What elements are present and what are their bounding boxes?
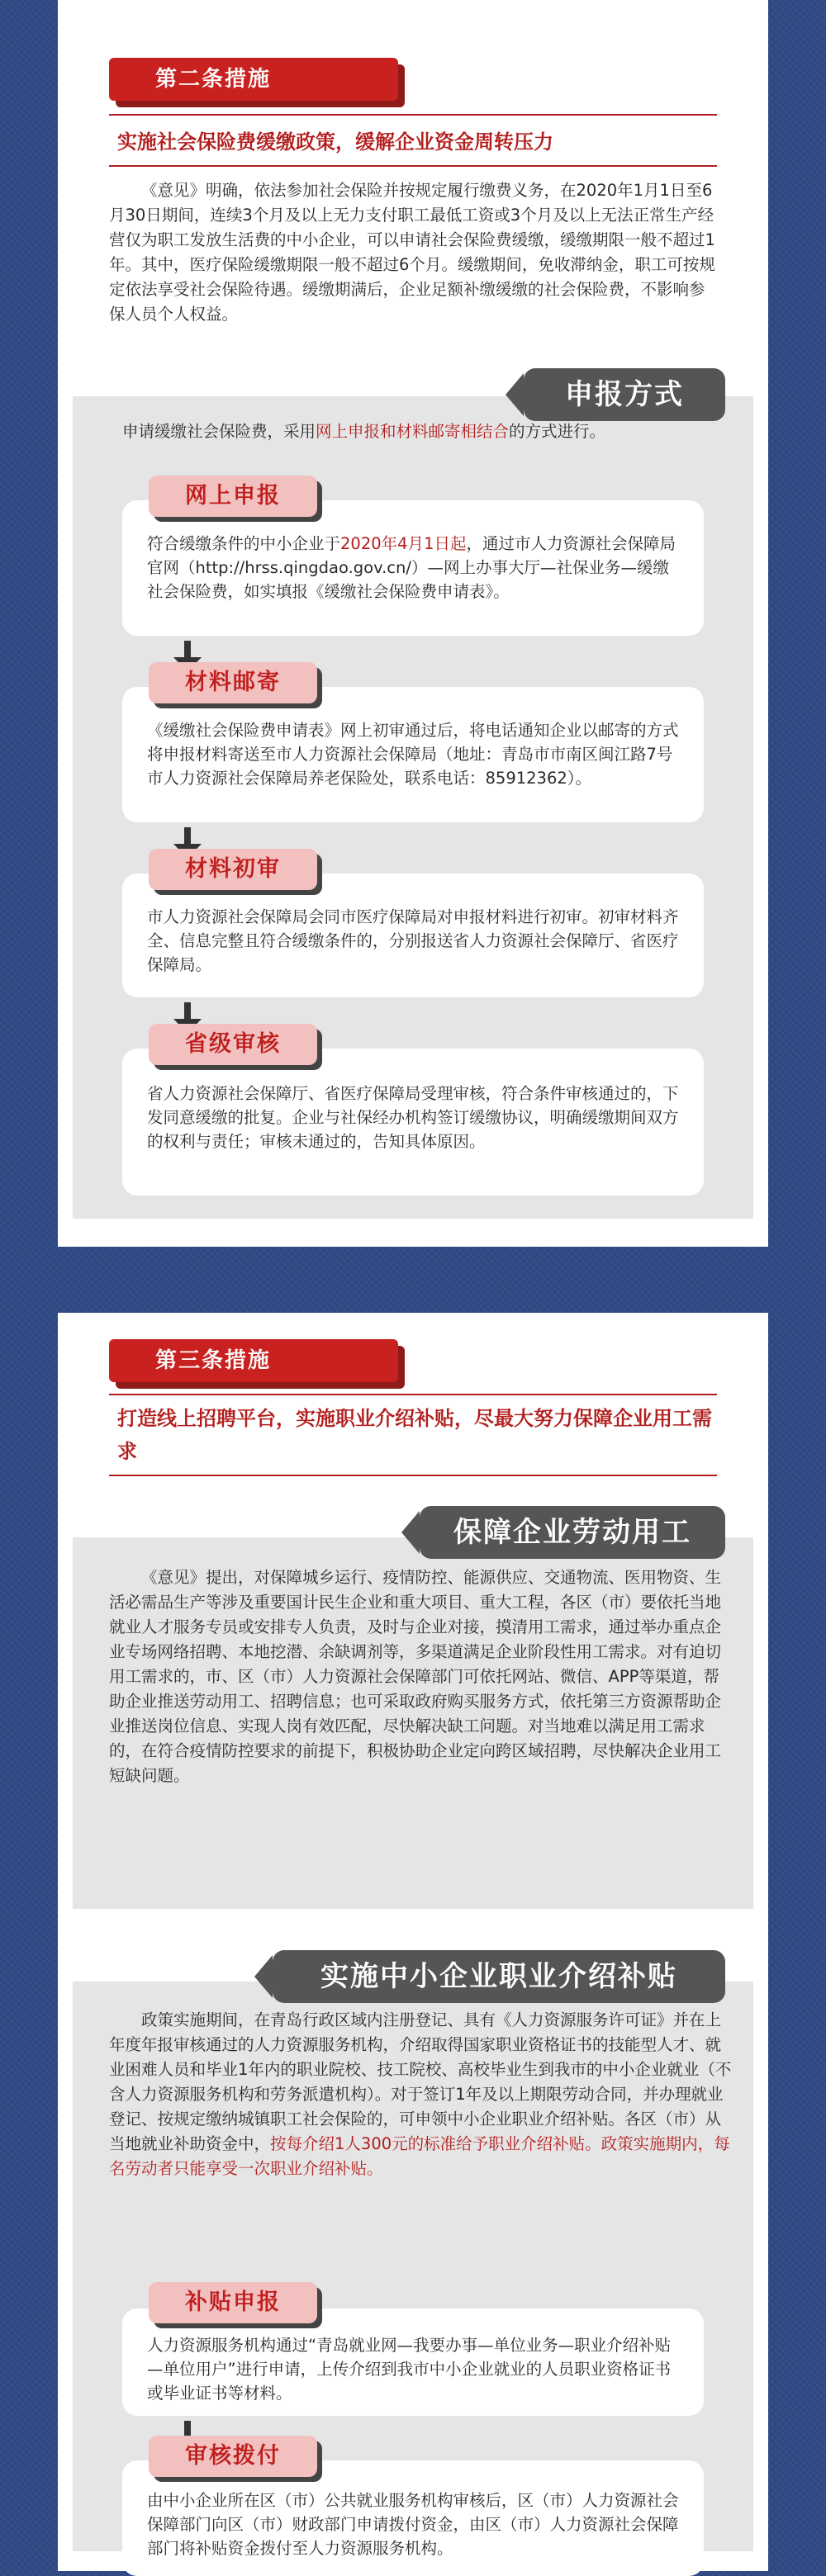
step-mail-materials-label: 材料邮寄 bbox=[149, 662, 317, 703]
step-provincial-review-text: 省人力资源社会保障厅、省医疗保障局受理审核，符合条件审核通过的，下发同意缓缴的批复。企业与社保经办机构签订缓缴协议，明确缓缴期间双方的权利与责任；审核未通过的，告知具体原因。 bbox=[147, 1084, 679, 1151]
step-subsidy-application-text: 人力资源服务机构通过“青岛就业网—我要办事—单位业务—职业介绍补贴—单位用户”进行申请，上传介绍到我市中小企业就业的人员职业资格证书或毕业证书等材料。 bbox=[147, 2336, 672, 2403]
step-provincial-review-label: 省级审核 bbox=[149, 1024, 317, 1065]
measure3-subtitle: 打造线上招聘平台，实施职业介绍补贴，尽最大努力保障企业用工需求 bbox=[117, 1407, 712, 1463]
step-review-disbursement-tab bbox=[149, 2436, 314, 2479]
step-online-application-text: 符合缓缴条件的中小企业于2020年4月1日起，通过市人力资源社会保障局官网（http://hrss.qingdao.gov.cn/）—网上办事大厅—社保业务—缓缴社会保险费，如实填报《缓缴社会保险费申请表》。 bbox=[147, 534, 676, 601]
step-initial-review-text: 市人力资源社会保障局会同市医疗保障局对申报材料进行初审。初审材料齐全、信息完整且符合缓缴条件的，分别报送省人力资源社会保障厅、省医疗保障局。 bbox=[147, 907, 679, 974]
measure2-subtitle: 实施社会保险费缓缴政策，缓解企业资金周转压力 bbox=[117, 130, 553, 154]
application-methods-title: 申报方式 bbox=[524, 368, 725, 421]
application-methods-box bbox=[73, 396, 753, 1219]
step-mail-materials-tab bbox=[149, 662, 314, 705]
job-referral-subsidy-text: 政策实施期间，在青岛行政区域内注册登记、具有《人力资源服务许可证》并在上年度年报审核通过的人力资源服务机构，介绍取得国家职业资格证书的技能型人才、就业困难人员和毕业1年内的职业院校、技工院校、高校毕业生到我市的中小企业就业（不含人力资源服务机构和劳务派遣机构）。对于签订1年及以上期限劳动合同，并办理就业登记、按规定缴纳城镇职工社会保险的，可申领中小企业职业介绍补贴。各区（市）从当地就业补助资金中，按每介绍1人300元的标准给予职业介绍补贴。政策实施期内，每名劳动者只能享受一次职业介绍补贴。 bbox=[109, 2010, 732, 2178]
step-provincial-review bbox=[122, 1049, 704, 1196]
measure2-paragraph: 《意见》明确，依法参加社会保险并按规定履行缴费义务，在2020年1月1日至6月30日期间，连续3个月及以上无力支付职工最低工资或3个月及以上无法正常生产经营仅为职工发放生活费的中小企业，可以申请社会保险费缓缴，缓缴期限一般不超过1年。其中，医疗保险缓缴期限一般不超过6个月。缓缴期间，免收滞纳金，职工可按规定依法享受社会保险待遇。缓缴期满后，企业足额补缴缓缴的社会保险费，不影响参保人员个人权益。 bbox=[109, 181, 715, 324]
labor-support-text: 《意见》提出，对保障城乡运行、疫情防控、能源供应、交通物流、医用物资、生活必需品生产等涉及重要国计民生企业和重大项目、重大工程，各区（市）要依托当地就业人才服务专员或安排专人负责，及时与企业对接，摸清用工需求，通过举办重点企业专场网络招聘、本地挖潜、余缺调剂等，多渠道满足企业阶段性用工需求。对有迫切用工需求的，市、区（市）人力资源社会保障部门可依托网站、微信、APP等渠道，帮助企业推送劳动用工、招聘信息；也可采取政府购买服务方式，依托第三方资源帮助企业推送岗位信息、实现人岗有效匹配，尽快解决缺工问题。对当地难以满足用工需求的，在符合疫情防控要求的前提下，积极协助企业定向跨区域招聘，尽快解决企业用工短缺问题。 bbox=[109, 1568, 722, 1785]
measure2-rule-top bbox=[109, 114, 717, 116]
step-initial-review-label: 材料初审 bbox=[149, 849, 317, 890]
measure3-tab-label: 第三条措施 bbox=[109, 1339, 398, 1382]
step-subsidy-application-tab bbox=[149, 2282, 314, 2325]
measure2-tab-label: 第二条措施 bbox=[109, 58, 398, 101]
step-mail-materials-text: 《缓缴社会保险费申请表》网上初审通过后，将电话通知企业以邮寄的方式将申报材料寄送至市人力资源社会保障局（地址：青岛市市南区闽江路7号市人力资源社会保障局养老保险处，联系电话：85912362）。 bbox=[147, 721, 679, 788]
step-review-disbursement-label: 审核拨付 bbox=[149, 2436, 317, 2477]
measure2-rule-bottom bbox=[109, 165, 717, 167]
job-referral-subsidy-box bbox=[73, 1982, 753, 2558]
measure3-panel bbox=[58, 1313, 768, 2571]
step-provincial-review-tab bbox=[149, 1024, 314, 1067]
step-online-application-label: 网上申报 bbox=[149, 476, 317, 517]
measure2-panel bbox=[58, 0, 768, 1247]
measure3-rule-top bbox=[109, 1394, 717, 1395]
step-review-disbursement-text: 由中小企业所在区（市）公共就业服务机构审核后，区（市）人力资源社会保障部门向区（市）财政部门申请拨付资金，由区（市）人力资源社会保障部门将补贴资金拨付至人力资源服务机构。 bbox=[147, 2491, 679, 2558]
labor-support-box bbox=[73, 1537, 753, 1909]
measure3-tab bbox=[109, 1339, 406, 1385]
application-methods-intro: 申请缓缴社会保险费，采用网上申报和材料邮寄相结合的方式进行。 bbox=[122, 422, 606, 441]
job-referral-subsidy-title: 实施中小企业职业介绍补贴 bbox=[273, 1950, 725, 2003]
step-initial-review-tab bbox=[149, 849, 314, 892]
labor-support-title: 保障企业劳动用工 bbox=[420, 1506, 725, 1559]
measure3-rule-bottom bbox=[109, 1475, 717, 1476]
step-online-application-tab bbox=[149, 476, 314, 519]
measure2-tab bbox=[109, 58, 406, 104]
step-subsidy-application-label: 补贴申报 bbox=[149, 2282, 317, 2323]
